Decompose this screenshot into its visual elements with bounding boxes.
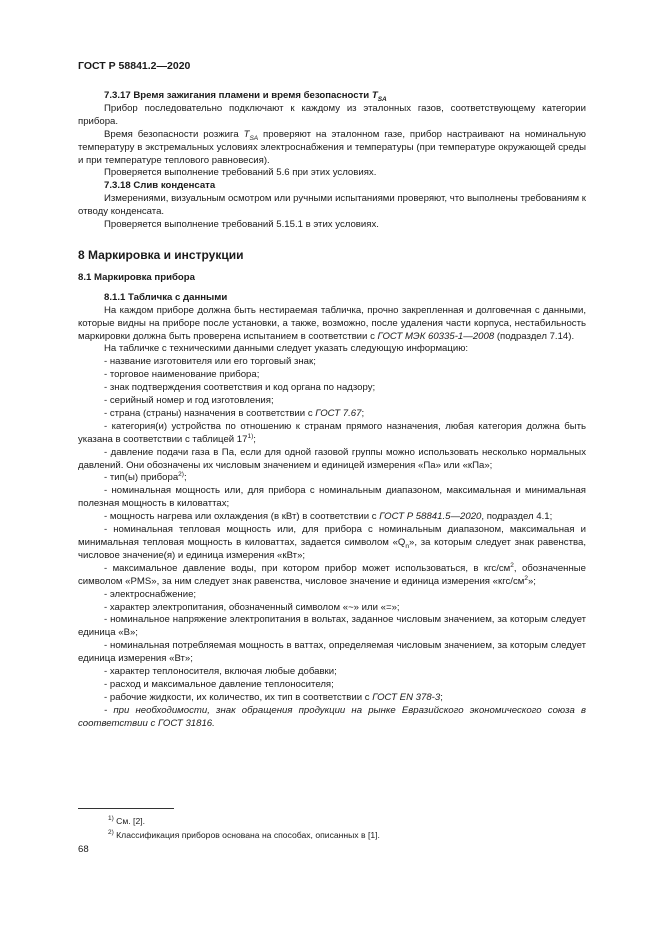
page-number: 68 [78, 844, 89, 855]
paragraph: Проверяется выполнение требований 5.15.1 в этих условиях. [104, 219, 379, 231]
standard-reference: ГОСТ 7.67 [315, 407, 362, 419]
tsa-symbol: $T_{SA}$ [243, 128, 259, 142]
list-item: - номинальная потребляемая мощность в ваттах, определяемая числовым значением, за которым следует единица измерения «Вт»; [78, 640, 586, 665]
footnote-divider [78, 808, 174, 809]
list-item: - электроснабжение; [104, 588, 197, 600]
list-item: - тип(ы) прибора$^{2)}$; [104, 471, 187, 484]
paragraph: На табличке с техническими данными следует указать следующую информацию: [104, 343, 469, 355]
list-item: - номинальная тепловая мощность или, для прибора с номинальным диапазоном, максимальная и минимальная тепловая мощность в киловаттах, задается символом «$Q_n$», за которым следует знак равенства, числовое значение(я) и единица измерения «кВт»; [78, 524, 586, 561]
section-8-1-1-title: 8.1.1 Табличка с данными [104, 291, 228, 303]
standard-reference: ГОСТ МЭК 60335-1—2008 [377, 330, 495, 342]
list-item: - характер теплоносителя, включая любые добавки; [104, 666, 337, 678]
footnote-2: $^{2)}$ Классификация приборов основана на способах, описанных в [1]. [108, 829, 380, 840]
tsa-symbol: $T_{SA}$ [371, 90, 387, 103]
list-item: - характер электропитания, обозначенный символом «~» или «=»; [104, 601, 400, 613]
footnotes [78, 808, 586, 842]
list-item: - номинальное напряжение электропитания в вольтах, заданное числовым значением, за которым следует единица «В»; [78, 614, 586, 639]
footnote-1: $^{1)}$ См. [2]. [108, 815, 146, 826]
list-item: - торговое наименование прибора; [104, 369, 260, 381]
list-item: - максимальное давление воды, при котором прибор может использоваться, в кгс/$см^2$, обозначенные символом «PMS», за ним следует знак равенства, числовое значение и единица измерения «$кгс/см^2$»; [78, 561, 586, 587]
paragraph: Время безопасности розжига $T_{SA}$ проверяют на эталонном газе, прибор настраивают на номинальную температуру в экстремальных условиях электроснабжения и температуры (при температуре окружающей среды и при температуре теплового равновесия). [78, 128, 586, 166]
section-7-3-17-title: 7.3.17 Время зажигания пламени и время безопасности $T_{SA}$ [104, 90, 387, 103]
paragraph: Измерениями, визуальным осмотром или ручными испытаниями проверяют, что выполнены требованиям к отводу конденсата. [78, 193, 586, 218]
list-item: - категория(и) устройства по отношению к странам прямого назначения, любая категория должна быть указана в соответствии с таблицей 17$^{1)}$; [78, 420, 586, 445]
footnote-ref: 1) [247, 432, 254, 440]
paragraph: Проверяется выполнение требований 5.6 при этих условиях. [104, 167, 377, 179]
footnote-ref: 2) [178, 471, 184, 479]
list-item: - рабочие жидкости, их количество, их тип в соответствии с ГОСТ EN 378-3; [104, 691, 443, 703]
list-item: - серийный номер и год изготовления; [104, 395, 274, 407]
document-header: ГОСТ Р 58841.2—2020 [78, 60, 191, 72]
standard-reference: ГОСТ Р 58841.5—2020 [379, 511, 482, 523]
list-item: - расход и максимальное давление теплоносителя; [104, 678, 334, 690]
section-8-title: 8 Маркировка и инструкции [78, 247, 244, 262]
paragraph: На каждом приборе должна быть нестираемая табличка, прочно закрепленная и долговечная с данными, которые видны на приборе после установки, а также, возможно, после удаления части корпуса, нестабильность маркировки должна быть проверена испытанием в соответствии с ГОСТ МЭК 60335-1—2008 (подраздел 7.14). [78, 304, 586, 342]
page-body [78, 90, 586, 731]
list-item: - номинальная мощность или, для прибора с номинальным диапазоном, максимальная и минимальная полезная мощность в киловаттах; [78, 485, 586, 510]
list-item: - название изготовителя или его торговый знак; [104, 356, 316, 368]
list-item: - при необходимости, знак обращения продукции на рынке Евразийского экономического союза в соответствии с ГОСТ 31816. [78, 704, 586, 729]
list-item: - мощность нагрева или охлаждения (в кВт) в соответствии с ГОСТ Р 58841.5—2020, подраздел 4.1; [104, 511, 553, 523]
list-item: - страна (страны) назначения в соответствии с ГОСТ 7.67; [104, 407, 365, 419]
list-item: - давление подачи газа в Па, если для одной газовой группы можно использовать несколько нормальных давлений. Они обозначены их числовым значением и единицей измерения «Па» или «кПа»; [78, 446, 586, 471]
list-item: - знак подтверждения соответствия и код органа по надзору; [104, 382, 376, 394]
standard-reference: ГОСТ EN 378-3 [372, 691, 441, 703]
paragraph: Прибор последовательно подключают к каждому из эталонных газов, соответствующему категории прибора. [78, 102, 586, 127]
section-8-1-title: 8.1 Маркировка прибора [78, 271, 195, 283]
section-7-3-18-title: 7.3.18 Слив конденсата [104, 180, 216, 192]
